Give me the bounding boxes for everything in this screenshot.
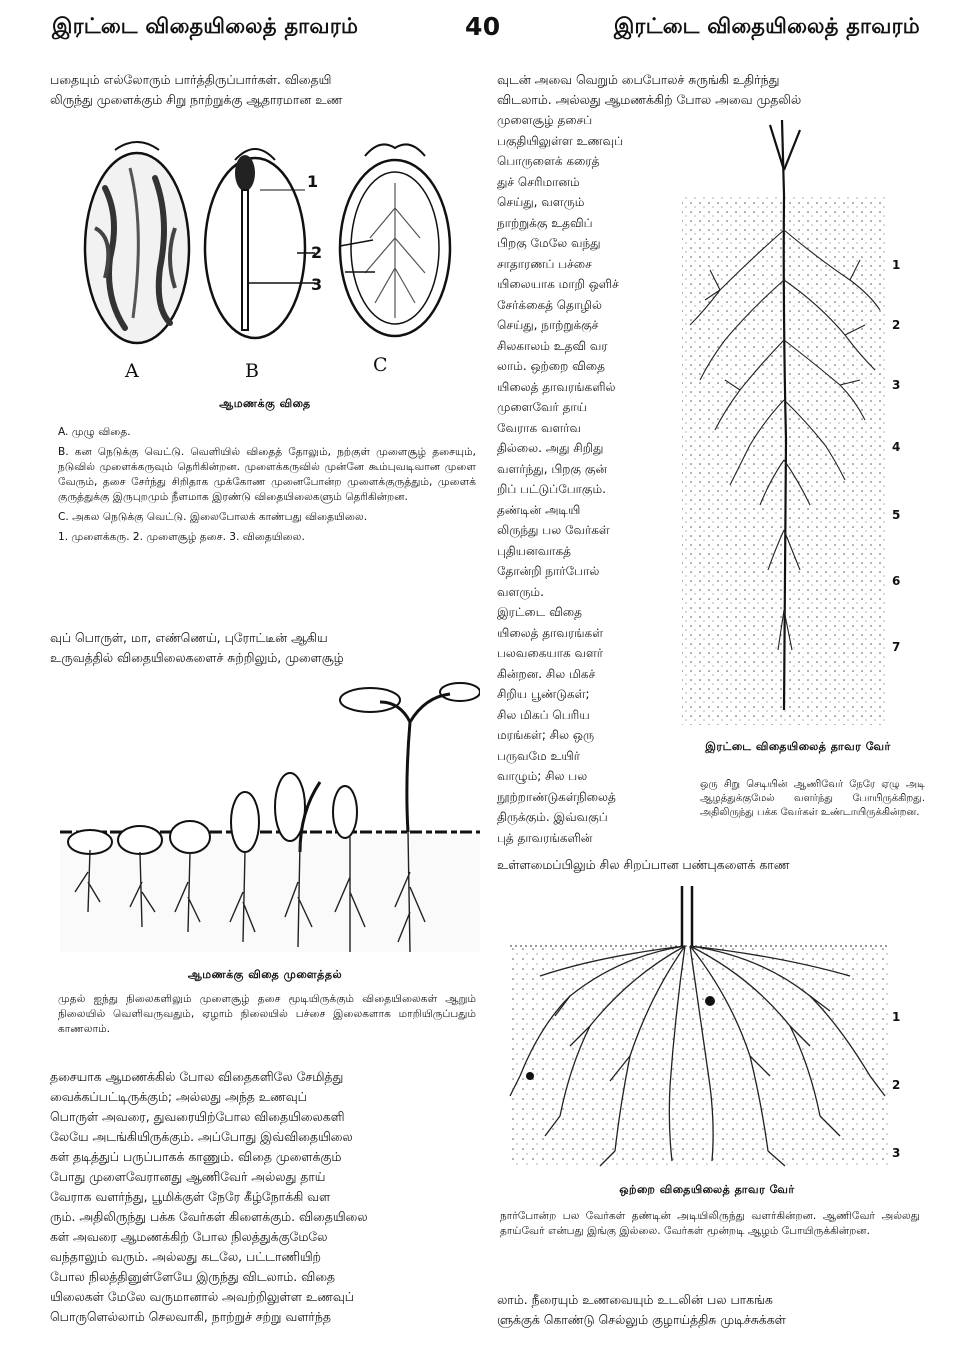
text-line: பிறகு மேலே வந்து xyxy=(497,236,601,250)
text-line: யிலைத் தாவரங்களில் xyxy=(497,379,616,394)
text-line: யிலைத் தாவரங்கள் xyxy=(497,625,604,640)
text-line: பதையும் எல்லோரும் பார்த்திருப்பார்கள். விதையி xyxy=(50,72,332,87)
text-line: வைக்கப்பட்டிருக்கும்; அல்லது அந்த உணவுப் xyxy=(50,1089,307,1104)
fibrous-depth-3: 3 xyxy=(892,1146,901,1160)
fibrous-root-drawing xyxy=(500,886,930,1176)
germination-note: முதல் ஐந்து நிலைகளிலும் முளைசூழ் தசை மூடியிருக்கும் விதையிலைகள் ஆறும் நிலையில் வெளிவருவதும், ஏழாம் நிலையில் பச்சை இலைகளாக மாறியிருப்பதும் காணலாம். xyxy=(58,993,476,1035)
taproot-note: ஒரு சிறு செடியின் ஆணிவேர் நேரே ஏழு அடி ஆழத்துக்குமேல் வளர்ந்து போயிருக்கிறது. அதிலிருந்து பக்க வேர்கள் உண்டாயிருக்கின்றன. xyxy=(700,779,925,818)
text-line: துச் செரிமானம் xyxy=(497,174,580,189)
text-line: முளைவேர் தாய் xyxy=(497,400,587,414)
text-line: வளரும். xyxy=(497,584,544,599)
seed-whole-drawing xyxy=(85,142,189,343)
text-line: லிருந்து பல வேர்கள் xyxy=(497,523,610,537)
text-line: லாம். நீரையும் உணவையும் உடலின் பல பாகங்க xyxy=(497,1292,773,1307)
taproot-drawing xyxy=(680,110,920,735)
text-line: பொருளெல்லாம் செலவாகி, நாற்றுச் சற்று வளர்ந்த xyxy=(50,1309,331,1324)
germination-figure xyxy=(60,682,480,962)
figure-label-b: B xyxy=(245,360,259,382)
text-line: வளர்ந்து, பிறகு குன் xyxy=(497,461,608,476)
text-line: நாற்றுக்கு உதவிப் xyxy=(497,215,593,230)
taproot-depth-1: 1 xyxy=(892,258,901,272)
note-c: C. அகல நெடுக்கு வெட்டு. இலைபோலக் காண்பது விதையிலை. xyxy=(58,511,368,523)
text-line: லேயே அடங்கியிருக்கும். அப்போது இவ்விதையிலை xyxy=(50,1129,353,1144)
text-line: வந்தாலும் வரும். அல்லது கடலே, பட்டாணியிற் xyxy=(50,1249,321,1264)
text-line: கள் அவரை ஆமணக்கிற் போல நிலத்துக்குமேலே xyxy=(50,1229,328,1244)
left-mid-text xyxy=(50,628,480,668)
text-line: தசையாக ஆமணக்கில் போல விதைகளிலே சேமித்து xyxy=(50,1069,344,1084)
text-line: தண்டின் அடியி xyxy=(497,502,581,517)
text-line: மரங்கள்; சில ஒரு xyxy=(497,728,595,742)
text-line: ரும். அதிலிருந்து பக்க வேர்கள் கிளைக்கும். விதையிலை xyxy=(50,1209,368,1224)
note-b: B. கன நெடுக்கு வெட்டு. வெளியில் விதைத் தோலும், நற்குள் முளைசூழ் தசையும், நடுவில் முளைக்கருவும் தெரிகின்றன. முளைக்கருவில் முன்னே கூம்புவடிவான முளை வேரும், தசை சேர்ந்து சிறிதாக முக்கோண முனைபோன்ற முளைக்குருத்தும், முளைக் குருத்துக்கு இருபுறமும் நீளமாக இரண்டு விதையிலைகளும் தெரிகின்றன. xyxy=(58,446,476,503)
seed-figure-notes xyxy=(58,425,476,545)
taproot-figure xyxy=(680,110,920,735)
text-line: யிலைகள் மேலே வருமானால் அவற்றிலுள்ள உணவுப் xyxy=(50,1289,354,1304)
text-line: கின்றன. சில மிகச் xyxy=(497,666,596,681)
figure-label-c: C xyxy=(373,354,388,376)
text-line: திருக்கும். இவ்வகுப் xyxy=(497,810,608,824)
text-line: சிறிய பூண்டுகள்; xyxy=(497,687,590,701)
text-line: சேர்க்கைத் தொழில் xyxy=(497,297,602,312)
taproot-depth-6: 6 xyxy=(892,574,901,588)
text-line: சில மிகப் பெரிய xyxy=(497,707,590,722)
text-line: பருவமே உயிர் xyxy=(497,748,580,763)
taproot-depth-4: 4 xyxy=(892,440,901,454)
text-line: லிருந்து முளைக்கும் சிறு நாற்றுக்கு ஆதாரமான உண xyxy=(50,92,343,107)
castor-seed-figure xyxy=(75,128,475,382)
taproot-depth-7: 7 xyxy=(892,640,901,654)
fibrous-note: நார்போன்ற பல வேர்கள் தண்டின் அடியிலிருந்து வளர்கின்றன. ஆணிவேர் அல்லது தாய்வேர் என்பது இங்கு இல்லை. வேர்கள் மூன்றடி ஆழம் போயிருக்கின்றன. xyxy=(500,1210,920,1237)
text-line: புத் தாவரங்களின் xyxy=(497,830,593,845)
text-line: போல நிலத்தினுள்ளேயே இருந்து விடலாம். விதை xyxy=(50,1269,336,1284)
germination-drawing xyxy=(60,682,480,962)
text-line: இரட்டை விதை xyxy=(497,605,582,619)
text-line: செய்து, நாற்றுக்குச் xyxy=(497,318,599,332)
right-top-text xyxy=(497,70,922,110)
taproot-depth-5: 5 xyxy=(892,508,901,522)
page-number: 40 xyxy=(465,12,501,41)
right-narrow-text xyxy=(497,110,669,848)
text-line: வேராக வளர்வ xyxy=(497,420,582,435)
text-line: பகுதியிலுள்ள உணவுப் xyxy=(497,133,624,148)
part-label-3: 3 xyxy=(311,275,323,294)
text-line: புதியனவாகத் xyxy=(497,543,571,558)
text-line: ளுக்குக் கொண்டு செல்லும் குழாய்த்திசு முடிச்சுக்கள் xyxy=(497,1312,786,1327)
text-line: லாம். ஒற்றை விதை xyxy=(497,359,605,373)
fibrous-depth-1: 1 xyxy=(892,1010,901,1024)
text-line: சிலகாலம் உதவி வர xyxy=(497,338,608,353)
text-line: வாழும்; சில பல xyxy=(497,769,588,783)
text-line: விடலாம். அல்லது ஆமணக்கிற் போல அவை முதலில் xyxy=(497,92,802,107)
running-head-right: இரட்டை விதையிலைத் தாவரம் xyxy=(613,14,920,38)
text-line: வுடன் அவை வெறும் பைபோலச் சுருங்கி உதிர்ந்து xyxy=(497,72,780,87)
part-label-2: 2 xyxy=(311,243,323,262)
text-line: கள் தடித்துப் பருப்பாகக் காணும். விதை முளைக்கும் xyxy=(50,1149,342,1164)
text-line: பொருளைக் கரைத் xyxy=(497,154,600,168)
part-label-1: 1 xyxy=(307,172,319,191)
note-a: A. முழு விதை. xyxy=(58,426,131,438)
taproot-depth-2: 2 xyxy=(892,318,901,332)
text-line: முளைசூழ் தசைப் xyxy=(497,113,593,127)
text-line: தில்லை. அது சிறிது xyxy=(497,441,604,455)
seed-transverse-drawing xyxy=(340,144,450,336)
text-line: றிப் பட்டுப்போகும். xyxy=(497,482,606,496)
text-line: செய்து, வளரும் xyxy=(497,195,585,209)
text-line: போது முளைவேரானது ஆணிவேர் அல்லது தாய் xyxy=(50,1169,326,1184)
right-full-line: உள்ளமைப்பிலும் சில சிறப்பான பண்புகளைக் காண xyxy=(497,857,790,872)
text-line: தோன்றி நார்போல் xyxy=(497,564,600,578)
left-bottom-text xyxy=(50,1067,480,1327)
text-line: சாதாரணப் பச்சை xyxy=(497,256,592,271)
seed-figure-caption: ஆமணக்கு விதை xyxy=(219,397,311,410)
text-line: நூற்றாண்டுகள்நிலைத் xyxy=(497,789,616,804)
left-intro-text xyxy=(50,70,480,110)
text-line: யிலையாக மாறி ஒளிச் xyxy=(497,277,619,291)
running-head-left: இரட்டை விதையிலைத் தாவரம் xyxy=(52,14,359,38)
seed-drawings xyxy=(75,128,475,358)
text-line: வுப் பொருள், மா, எண்ணெய், புரோட்டீன் ஆகிய xyxy=(50,630,328,645)
text-line: உருவத்தில் விதையிலைகளைச் சுற்றிலும், முளைசூழ் xyxy=(50,650,344,665)
text-line: பலவகையாக வளர் xyxy=(497,646,604,660)
fibrous-caption: ஒற்றை விதையிலைத் தாவர வேர் xyxy=(619,1183,795,1196)
germination-caption: ஆமணக்கு விதை முளைத்தல் xyxy=(187,968,343,981)
fibrous-depth-2: 2 xyxy=(892,1078,901,1092)
fibrous-root-figure xyxy=(500,886,930,1176)
taproot-depth-3: 3 xyxy=(892,378,901,392)
right-bottom-text xyxy=(497,1290,922,1330)
taproot-caption: இரட்டை விதையிலைத் தாவர வேர் xyxy=(705,740,891,753)
seed-longitudinal-drawing xyxy=(205,149,315,338)
note-parts: 1. முளைக்கரு. 2. முளைசூழ் தசை. 3. விதையிலை. xyxy=(58,531,305,543)
text-line: பொருள் அவரை, துவரையிற்போல விதையிலைகளி xyxy=(50,1109,345,1124)
text-line: வேராக வளர்ந்து, பூமிக்குள் நேரே கீழ்நோக்கி வள xyxy=(50,1189,331,1204)
figure-label-a: A xyxy=(125,360,139,382)
